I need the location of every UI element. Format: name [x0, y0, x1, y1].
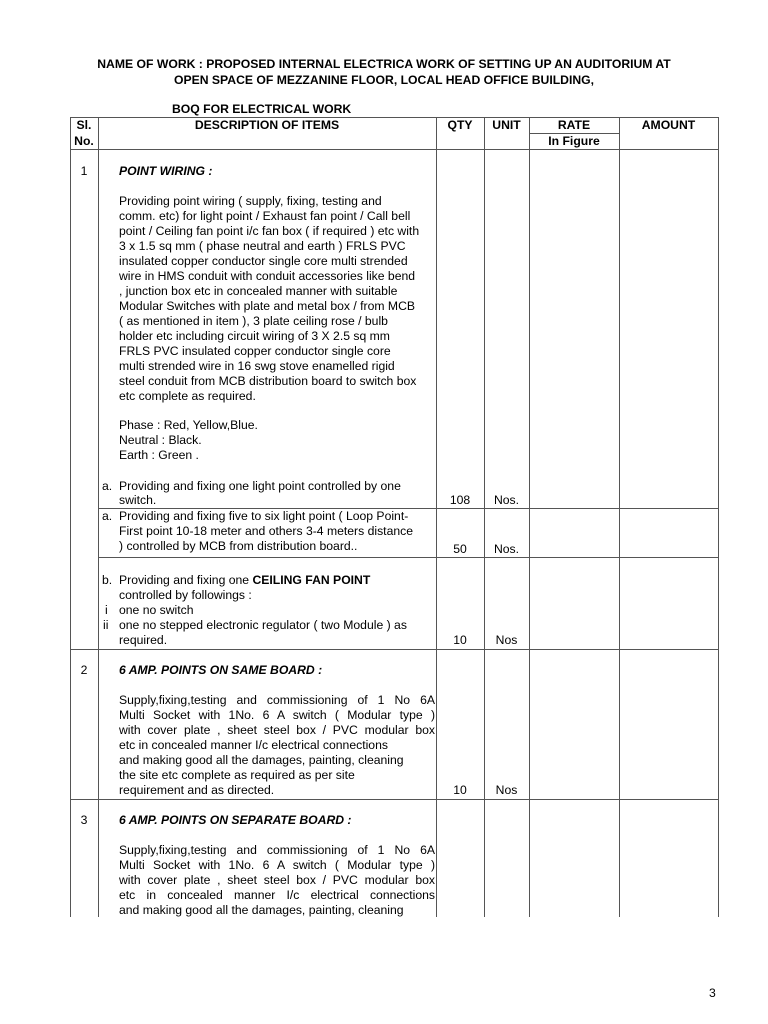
description-line: with cover plate , sheet steel box / PVC modular box [119, 723, 435, 737]
sub-a2-line: Providing and fixing five to six light point ( Loop Point- [119, 509, 409, 523]
description-line: Providing point wiring ( supply, fixing, testing and [119, 194, 382, 208]
description-line: ( as mentioned in item ), 3 plate ceiling rose / bulb [119, 314, 388, 328]
item-1-heading: POINT WIRING : [119, 164, 213, 178]
description-line: and making good all the damages, painting, cleaning [119, 753, 404, 767]
sub-b-qty: 10 [453, 633, 467, 647]
sub-a1-line: Providing and fixing one light point controlled by one [119, 479, 401, 493]
item-2-qty: 10 [453, 783, 467, 797]
sub-a1-qty: 108 [449, 493, 471, 507]
sub-a2-unit: Nos. [493, 542, 520, 556]
row-divider [70, 799, 719, 800]
header-bottom-border [70, 149, 719, 150]
description-line: Modular Switches with plate and metal box / from MCB [119, 299, 416, 313]
col-line [98, 117, 99, 917]
sub-a2-mark: a. [102, 509, 113, 523]
earth-color: Earth : Green . [119, 448, 199, 462]
description-line: etc complete as required. [119, 389, 256, 403]
description-line: etc in concealed manner I/c electrical connections [119, 738, 388, 752]
item-3-sl: 3 [80, 813, 88, 827]
description-line: wire in HMS conduit with conduit accessories like bend [119, 269, 416, 283]
sub-a2-qty: 50 [453, 542, 467, 556]
neutral-color: Neutral : Black. [119, 433, 202, 447]
sub-b-i-text: one no switch [119, 603, 194, 617]
col-header-sl: Sl. [76, 118, 92, 132]
col-header-rate: RATE [557, 118, 591, 132]
description-line: and making good all the damages, painting, cleaning [119, 903, 404, 917]
description-line: Multi Socket with 1No. 6 A switch ( Modular type ) [119, 708, 435, 722]
col-header-unit: UNIT [492, 118, 521, 132]
row-divider [70, 649, 719, 650]
col-line [619, 117, 620, 917]
item-2-sl: 2 [80, 663, 88, 677]
description-line: comm. etc) for light point / Exhaust fan point / Call bell [119, 209, 411, 223]
description-line: requirement and as directed. [119, 783, 275, 797]
sub-a1-unit: Nos. [493, 493, 520, 507]
sub-b-ii-text-2: required. [119, 633, 168, 647]
item-2-unit: Nos [495, 783, 518, 797]
row-divider [98, 557, 719, 558]
description-line: Supply,fixing,testing and commissioning of 1 No 6A [119, 693, 435, 707]
description-line: , junction box etc in concealed manner with suitable [119, 284, 398, 298]
description-line: the site etc complete as required as per site [119, 768, 355, 782]
sub-b-text: Providing and fixing one [119, 573, 253, 587]
description-line: Supply,fixing,testing and commissioning of 1 No 6A [119, 843, 435, 857]
col-header-sl-no: No. [74, 134, 94, 148]
sub-b-ii-text: one no stepped electronic regulator ( two Module ) as [119, 618, 407, 632]
col-header-amount: AMOUNT [641, 118, 696, 132]
sub-b-line-1 [119, 573, 370, 588]
description-line: holder etc including circuit wiring of 3 X 2.5 sq mm [119, 329, 390, 343]
description-line: insulated copper conductor single core multi strended [119, 254, 408, 268]
description-line: 3 x 1.5 sq mm ( phase neutral and earth ) FRLS PVC [119, 239, 406, 253]
ceiling-fan-point-label: CEILING FAN POINT [252, 573, 371, 587]
description-line: FRLS PVC insulated copper conductor single core [119, 344, 391, 358]
description-line: point / Ceiling fan point i/c fan box ( if required ) etc with [119, 224, 420, 238]
sub-a1-line: switch. [119, 493, 157, 507]
col-line [70, 117, 71, 917]
col-line [529, 117, 530, 917]
title-line-2: OPEN SPACE OF MEZZANINE FLOOR, LOCAL HEAD OFFICE BUILDING, [173, 73, 595, 87]
sub-b-mark: b. [102, 573, 113, 587]
description-line: etc in concealed manner I/c electrical connections [119, 888, 435, 902]
phase-colors: Phase : Red, Yellow,Blue. [119, 418, 258, 432]
sub-a1-mark: a. [102, 479, 113, 493]
sub-a2-line: ) controlled by MCB from distribution board.. [119, 539, 358, 553]
sub-b-line-2: controlled by followings : [119, 588, 252, 602]
description-line: Multi Socket with 1No. 6 A switch ( Modular type ) [119, 858, 435, 872]
sub-b-i-mark: i [105, 603, 108, 617]
description-line: multi strended wire in 16 swg stove enamelled rigid [119, 359, 395, 373]
title-line-1: NAME OF WORK : PROPOSED INTERNAL ELECTRICA WORK OF SETTING UP AN AUDITORIUM AT [97, 57, 671, 71]
item-2-heading: 6 AMP. POINTS ON SAME BOARD : [119, 663, 323, 677]
sub-b-ii-mark: ii [103, 618, 109, 632]
page-number: 3 [709, 986, 716, 1000]
col-line [718, 117, 719, 917]
col-header-rate-sub: In Figure [548, 134, 600, 148]
item-3-heading: 6 AMP. POINTS ON SEPARATE BOARD : [119, 813, 352, 827]
description-line: with cover plate , sheet steel box / PVC modular box [119, 873, 435, 887]
boq-subtitle: BOQ FOR ELECTRICAL WORK [172, 102, 352, 116]
item-1-sl: 1 [80, 164, 88, 178]
col-header-qty: QTY [447, 118, 473, 132]
col-header-description: DESCRIPTION OF ITEMS [194, 118, 340, 132]
sub-b-unit: Nos [495, 633, 518, 647]
sub-a2-line: First point 10-18 meter and others 3-4 meters distance [119, 524, 413, 538]
description-line: steel conduit from MCB distribution board to switch box [119, 374, 417, 388]
